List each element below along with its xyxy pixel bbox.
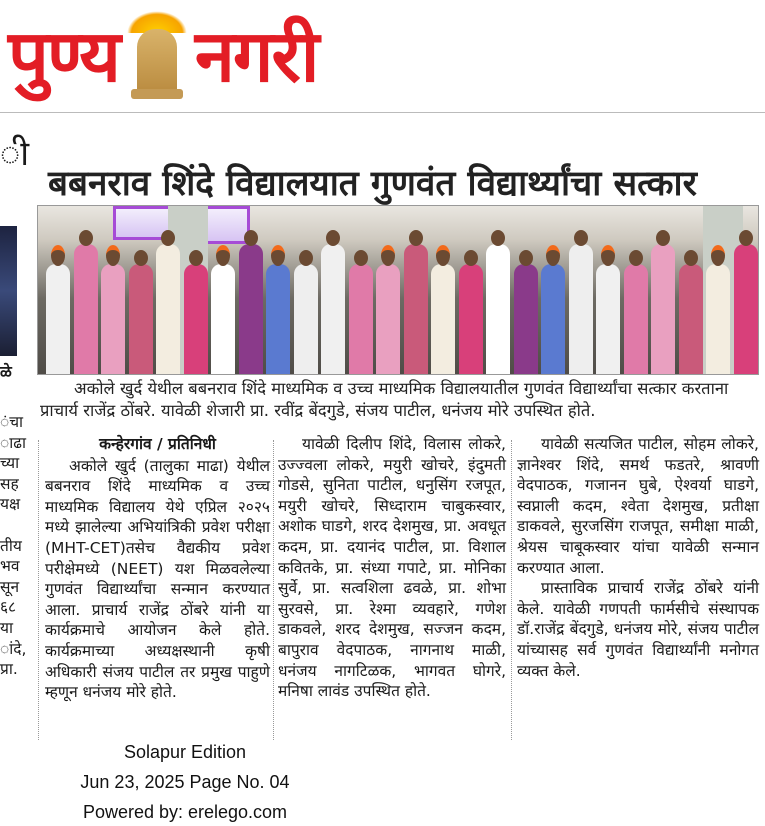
photo-person-head	[354, 250, 368, 266]
ganesh-emblem-icon	[127, 11, 187, 101]
masthead-divider	[0, 112, 765, 113]
photo-person	[541, 264, 565, 374]
photo-person	[734, 244, 758, 374]
paragraph: अकोले खुर्द (तालुका माढा) येथील बबनराव शिंदे माध्यमिक व उच्च माध्यमिक विद्यालय येथे एप्रिल २०२५ मध्ये झालेल्या अभियांत्रिकी प्रवेश परीक्षा (MHT-CET)तसेच वैद्यकीय प्रवेश परीक्षेमध्ये (NEET) यश मिळवलेल्या गुणवंत विद्यार्थ्यांचा सन्मान करण्यात आला. प्राचार्य राजेंद्र ठोंबरे यांनी या कार्यक्रमाचे आयोजन केले होते. कार्यक्रमाच्या अध्यक्षस्थानी कृषी अधिकारी संजय पाटील तर प्रमुख पाहुणे म्हणून धनंजय मोरे होते.	[45, 456, 270, 702]
left-fragment-line: ाढा	[0, 433, 26, 452]
photo-person	[679, 264, 703, 374]
photo-person	[404, 244, 428, 374]
photo-person-head	[216, 245, 230, 266]
photo-person-head	[629, 250, 643, 266]
left-fragment-line: यक्ष	[0, 495, 21, 514]
photo-person-head	[656, 230, 670, 246]
paragraph: यावेळी सत्यजित पाटील, सोहम लोकरे, ज्ञानेश्वर शिंदे, समर्थ फडतरे, श्रावणी वेदपाठक, गजानन घुबे, ऐश्वर्या घाडगे, स्वप्नाली कदम, श्वेता देशमुख, प्रतीक्षा डाकवले, सुरजसिंग राजपूत, समीक्षा माळी, श्रेयस चाबूकस्वार यांचा यावेळी सन्मान करण्यात आला.	[517, 435, 759, 577]
photo-person-head	[161, 230, 175, 246]
photo-person-head	[51, 245, 65, 266]
photo-person	[184, 264, 208, 374]
photo-person	[266, 264, 290, 374]
logo-text-right: नगरी	[194, 13, 318, 98]
paragraph: यावेळी दिलीप शिंदे, विलास लोकरे, उज्ज्वला लोकरे, मयुरी खोचरे, इंदुमती गोडसे, सुनिता पाटील, धनुसिंग रजपूत, मयुरी खोचरे, सिध्दाराम चाबुकस्वार, अशोक घाडगे, शरद देशमुख, प्रा. अवधूत कदम, प्रा. दयानंद पाटील, प्रा. विशाल कवितके, प्रा. संध्या गपाटे, प्रा. मोनिका सुर्वे, प्रा. सत्वशिला ढवळे, प्रा. शोभा सुरवसे, प्रा. रेश्मा व्यवहारे, गणेश डाकवले, शरद देशमुख, सज्जन कदम, बापुराव वेदपाठक, नागनाथ माळी, धनंजय नागटिळक, भागवत घोगरे, मनिषा लावंड उपस्थित होते.	[278, 435, 506, 701]
column-divider	[511, 440, 512, 740]
caption-line: अकोले खुर्द येथील बबनराव शिंदे माध्यमिक व उच्च माध्यमिक विद्यालयातील गुणवंत विद्यार्थ्यांचा सत्कार करताना	[74, 379, 729, 398]
photo-person	[129, 264, 153, 374]
left-fragment-line: या	[0, 619, 14, 637]
article-column-3	[517, 434, 759, 681]
photo-person	[569, 244, 593, 374]
photo-person	[211, 264, 235, 374]
article-headline: बबनराव शिंदे विद्यालयात गुणवंत विद्यार्थ्यांचा सत्कार	[48, 164, 697, 205]
left-article-image	[0, 226, 17, 356]
left-fragment-line: ६८	[0, 598, 17, 617]
edition-label: Solapur Edition	[123, 742, 247, 762]
photo-person-head	[546, 245, 560, 266]
photo-person-head	[519, 250, 533, 266]
photo-person-head	[574, 230, 588, 246]
photo-person	[486, 244, 510, 374]
left-fragment-line: प्रा.	[0, 660, 18, 679]
photo-person	[101, 264, 125, 374]
photo-person	[349, 264, 373, 374]
photo-person-head	[326, 230, 340, 246]
photo-person-head	[299, 250, 313, 266]
photo-person	[294, 264, 318, 374]
photo-person-head	[491, 230, 505, 246]
photo-person	[376, 264, 400, 374]
left-fragment-line: सह	[0, 474, 19, 493]
photo-person	[459, 264, 483, 374]
left-fragment-line: तीय	[0, 536, 22, 555]
left-fragment-line: भव	[0, 557, 20, 576]
photo-person	[514, 264, 538, 374]
left-fragment-line: ांदे,	[0, 639, 27, 658]
photo-person	[431, 264, 455, 374]
photo-person	[321, 244, 345, 374]
left-caption-fragment: ळे	[0, 363, 12, 381]
left-fragment-line: ंचा	[0, 413, 24, 431]
photo-person-head	[601, 245, 615, 266]
left-fragment-line: च्या	[0, 454, 20, 473]
dateline: कन्हेरगांव / प्रतिनिधी	[99, 435, 216, 453]
photo-person-head	[436, 245, 450, 266]
photo-person-head	[271, 245, 285, 266]
date-page-label: Jun 23, 2025 Page No. 04	[80, 772, 290, 792]
photo-person-head	[79, 230, 93, 246]
photo-person	[596, 264, 620, 374]
left-fragment-line: सून	[0, 577, 20, 596]
photo-person-head	[409, 230, 423, 246]
photo-person-head	[464, 250, 478, 266]
photo-person	[624, 264, 648, 374]
photo-person	[156, 244, 180, 374]
photo-person	[46, 264, 70, 374]
caption-line: प्राचार्य राजेंद्र ठोंबरे. यावेळी शेजारी प्रा. रवींद्र बेंदगुडे, संजय पाटील, धनंजय मोरे उपस्थित होते.	[40, 401, 596, 420]
photo-caption	[40, 378, 758, 422]
photo-person-head	[106, 245, 120, 266]
photo-person-head	[134, 250, 148, 266]
left-headline-fragment: ी	[0, 134, 30, 174]
article-column-1	[45, 434, 270, 703]
photo-person-head	[739, 230, 753, 246]
column-divider	[273, 440, 274, 740]
photo-person-head	[244, 230, 258, 246]
photo-person-head	[711, 245, 725, 266]
column-divider	[38, 440, 39, 740]
photo-person-head	[381, 245, 395, 266]
logo-text-left: पुण्य	[8, 13, 119, 98]
photo-person	[651, 244, 675, 374]
newspaper-logo	[8, 8, 317, 103]
article-photo	[37, 205, 759, 375]
photo-person-head	[189, 250, 203, 266]
photo-person	[239, 244, 263, 374]
paragraph: प्रास्ताविक प्राचार्य राजेंद्र ठोंबरे यांनी केले. यावेळी गणपती फार्मसीचे संस्थापक डॉ.राजेंद्र बेंदगुडे, धनंजय मोरे, संजय पाटील यांच्यासह सर्व गुणवंत विद्यार्थ्यांनी मनोगत व्यक्त केले.	[517, 579, 759, 680]
photo-person-head	[684, 250, 698, 266]
photo-person	[706, 264, 730, 374]
photo-person	[74, 244, 98, 374]
article-column-2	[278, 434, 506, 702]
powered-by-link[interactable]: Powered by: erelego.com	[82, 802, 288, 822]
